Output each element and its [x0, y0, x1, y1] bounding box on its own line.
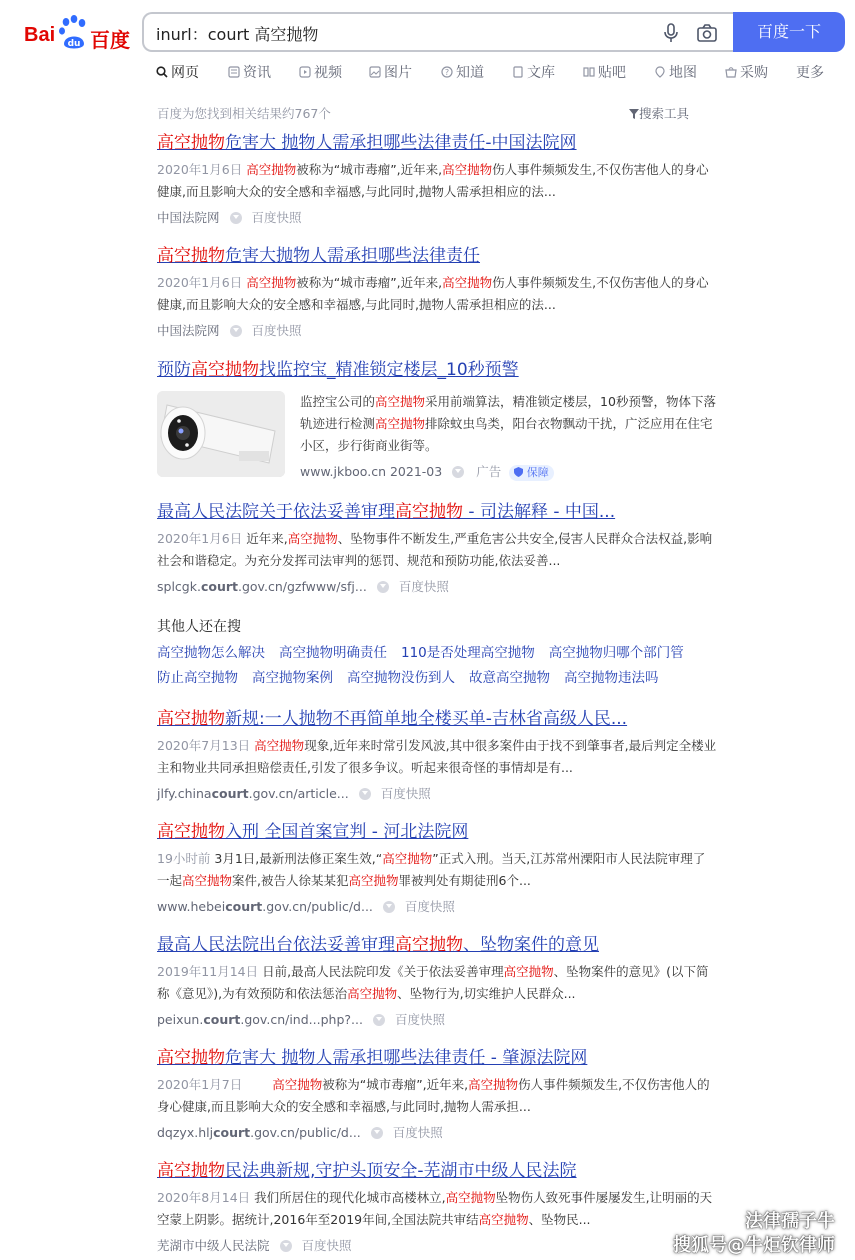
ad-title-link[interactable]: [157, 359, 727, 381]
tab-zhidao[interactable]: [441, 63, 484, 85]
snapshot-link[interactable]: 百度快照: [392, 1125, 443, 1140]
abstract-highlight: 高空抛物: [246, 275, 297, 290]
abstract-text: ”正式入刑。当天,江苏常州溧阳市人民法院审理了一起: [157, 851, 706, 888]
abstract-text: 我们所居住的现代化城市高楼林立,: [254, 1190, 446, 1205]
dropdown-icon[interactable]: [230, 325, 242, 337]
result-date: 2020年1月7日: [157, 1077, 243, 1092]
source-url[interactable]: [157, 1125, 361, 1140]
abstract-text: 现象,近年来时常引发风波,其中很多案件由于找不到肇事者,最后判定全楼业主和物业共同承担赔偿责任,引发了很多争议。听起来很奇怪的事情却是有...: [157, 738, 717, 775]
dropdown-icon[interactable]: [280, 1240, 292, 1252]
result-title-link[interactable]: [157, 934, 727, 956]
source-url[interactable]: [157, 1012, 363, 1027]
camera-icon[interactable]: [696, 22, 718, 44]
title-highlight: 高空抛物: [157, 133, 225, 153]
doc-icon: [512, 66, 524, 78]
tab-wenku[interactable]: [512, 63, 555, 85]
microphone-icon[interactable]: [662, 22, 680, 44]
url-text: splcgk.: [157, 579, 201, 594]
abstract-text: 、坠物民...: [528, 1212, 591, 1227]
abstract-highlight: 高空抛物: [272, 1077, 323, 1092]
logo-text-baidu: 百度: [90, 28, 130, 52]
abstract-text: 被称为“城市毒瘤”,近年来,: [322, 1077, 469, 1092]
search-result: [157, 821, 727, 917]
title-text: 危害大 抛物人需承担哪些法律责任 - 肇源法院网: [225, 1048, 588, 1068]
shield-icon: [514, 467, 523, 477]
abstract-text: 监控宝公司的: [300, 394, 376, 409]
source-name[interactable]: 芜湖市中级人民法院: [157, 1238, 270, 1253]
abstract-highlight: 高空抛物: [182, 873, 233, 888]
related-search-link[interactable]: 高空抛物怎么解决: [157, 645, 265, 661]
abstract-text: 伤人事件频频发生,不仅伤害他人的身心健康,而且影响大众的安全感和幸福感,与此同时,抛物人需承担...: [157, 1077, 710, 1114]
dropdown-icon[interactable]: [452, 466, 464, 478]
tab-label: 贴吧: [598, 65, 626, 81]
snapshot-link[interactable]: 百度快照: [301, 1238, 352, 1253]
url-text: jlfy.china: [157, 786, 212, 801]
title-highlight: 高空抛物: [395, 935, 463, 955]
abstract-highlight: 高空抛物: [478, 1212, 529, 1227]
news-icon: [228, 66, 240, 78]
snapshot-link[interactable]: 百度快照: [394, 1012, 445, 1027]
title-text: 最高人民法院关于依法妥善审理: [157, 502, 395, 522]
abstract-highlight: 高空抛物: [468, 1077, 519, 1092]
tab-purchase[interactable]: [725, 63, 768, 85]
result-date: 2020年1月6日: [157, 531, 243, 546]
result-date: 2020年7月13日: [157, 738, 251, 753]
tab-news[interactable]: [228, 63, 271, 85]
result-abstract: [157, 272, 717, 316]
tieba-icon: [583, 66, 595, 78]
search-tools-label: 搜索工具: [639, 106, 690, 121]
question-icon: [441, 66, 453, 78]
result-abstract: [157, 159, 717, 203]
abstract-text: 、坠物行为,切实维护人民群众...: [397, 986, 576, 1001]
result-title-link[interactable]: [157, 132, 727, 154]
title-text: - 司法解释 - 中国...: [463, 502, 616, 522]
result-title-link[interactable]: [157, 245, 727, 267]
title-text: 新规:一人抛物不再简单地全楼买单-吉林省高级人民...: [225, 709, 628, 729]
url-text: .gov.cn/gzfwww/sfj...: [238, 579, 367, 594]
abstract-text: 伤人事件频频发生,不仅伤害他人的身心健康,而且影响大众的安全感和幸福感,与此同时,抛物人需承担相应的法...: [157, 162, 709, 199]
tab-label: 知道: [456, 65, 484, 81]
search-input[interactable]: [156, 20, 636, 46]
url-bold: court: [203, 1012, 241, 1027]
abstract-text: 被称为“城市毒瘤”,近年来,: [296, 275, 443, 290]
dropdown-icon[interactable]: [377, 581, 389, 593]
source-url[interactable]: [157, 579, 367, 594]
related-search-link[interactable]: 高空抛物违法吗: [564, 670, 659, 686]
tab-label: 采购: [740, 65, 768, 81]
result-title-link[interactable]: [157, 821, 727, 843]
search-result: [157, 132, 727, 228]
guarantee-badge[interactable]: [509, 465, 554, 481]
image-icon: [369, 66, 381, 78]
related-search-link[interactable]: 高空抛物没伤到人: [347, 670, 455, 686]
abstract-text: 采用前端算法，精准锁定楼层，10秒预警，物体下落轨迹进行检测: [300, 394, 716, 431]
dropdown-icon[interactable]: [230, 212, 242, 224]
search-tabs: [156, 63, 846, 85]
abstract-text: 罪被判处有期徒刑6个...: [398, 873, 531, 888]
abstract-text: 、坠物案件的意见》(以下简称《意见》),为有效预防和依法惩治: [157, 964, 709, 1001]
related-searches: [157, 616, 727, 688]
ad-result: [157, 359, 727, 489]
search-result: [157, 934, 727, 1030]
title-text: 最高人民法院出台依法妥善审理: [157, 935, 395, 955]
ad-camera-image[interactable]: [157, 391, 285, 477]
snapshot-link[interactable]: 百度快照: [251, 323, 302, 338]
result-abstract: [157, 1187, 717, 1231]
related-search-link[interactable]: 110是否处理高空抛物: [401, 645, 535, 661]
video-icon: [299, 66, 311, 78]
abstract-text: 排除蚊虫鸟类，阳台衣物飘动干扰，广泛应用在住宅小区，步行街商业街等。: [300, 416, 713, 453]
svg-text:?: ?: [444, 68, 450, 77]
result-abstract: [157, 735, 717, 779]
result-source: [157, 1123, 727, 1143]
abstract-highlight: 高空抛物: [442, 162, 493, 177]
dropdown-icon[interactable]: [373, 1014, 385, 1026]
title-text: 危害大抛物人需承担哪些法律责任: [225, 246, 480, 266]
title-text: 、坠物案件的意见: [463, 935, 599, 955]
tab-label: 资讯: [243, 65, 271, 81]
header: [0, 0, 855, 60]
result-title-link[interactable]: [157, 1160, 727, 1182]
result-date: 2019年11月14日: [157, 964, 259, 979]
search-result: [157, 245, 727, 341]
result-source: [157, 577, 727, 597]
search-result: [157, 708, 727, 804]
url-text: www.hebei: [157, 899, 226, 914]
badge-text: 保障: [526, 466, 549, 479]
result-abstract: [157, 1074, 717, 1118]
snapshot-link[interactable]: 百度快照: [398, 579, 449, 594]
tab-label: 视频: [314, 65, 342, 81]
source-name[interactable]: 中国法院网: [157, 323, 220, 338]
title-highlight: 高空抛物: [395, 502, 463, 522]
abstract-highlight: 高空抛物: [347, 986, 398, 1001]
result-date: 2020年1月6日: [157, 275, 243, 290]
tab-label: 更多: [796, 65, 824, 81]
search-result: [157, 501, 727, 597]
url-text: dqzyx.hlj: [157, 1125, 214, 1140]
watermark: [673, 1210, 835, 1258]
url-bold: court: [213, 1125, 251, 1140]
title-highlight: 高空抛物: [157, 822, 225, 842]
abstract-highlight: 高空抛物: [254, 738, 305, 753]
title-text: 民法典新规,守护头顶安全-芜湖市中级人民法院: [225, 1161, 577, 1181]
snapshot-link[interactable]: 百度快照: [380, 786, 431, 801]
paw-icon: [58, 14, 88, 50]
title-highlight: 高空抛物: [157, 709, 225, 729]
search-icon: [156, 66, 168, 78]
tab-video[interactable]: [299, 63, 342, 85]
result-title-link[interactable]: [157, 501, 727, 523]
logo-text-bai: Bai: [24, 24, 56, 46]
title-highlight: 高空抛物: [191, 360, 259, 380]
shop-icon: [725, 66, 737, 78]
result-title-link[interactable]: [157, 1047, 727, 1069]
related-search-link[interactable]: 高空抛物归哪个部门管: [548, 645, 684, 661]
url-bold: court: [200, 579, 238, 594]
result-date: 19小时前: [157, 851, 211, 866]
source-name[interactable]: 中国法院网: [157, 210, 220, 225]
abstract-text: 、坠物事件不断发生,严重危害公共安全,侵害人民群众合法权益,影响社会和谐稳定。为充分发挥司法审判的惩罚、规范和预防功能,依法妥善...: [157, 531, 713, 568]
result-count: 百度为您找到相关结果约767个: [157, 106, 331, 121]
result-source: [157, 1236, 727, 1256]
abstract-highlight: 高空抛物: [503, 964, 554, 979]
tab-images[interactable]: [369, 63, 412, 85]
watermark-line-1: 法律孺子牛: [745, 1211, 835, 1232]
dropdown-icon[interactable]: [359, 788, 371, 800]
result-source: [157, 897, 727, 917]
snapshot-link[interactable]: 百度快照: [251, 210, 302, 225]
url-text: .gov.cn/public/d...: [250, 1125, 361, 1140]
ad-date: 2021-03: [389, 464, 443, 479]
title-highlight: 高空抛物: [157, 1161, 225, 1181]
search-result: [157, 1160, 727, 1256]
security-camera-icon: [157, 391, 285, 477]
source-url[interactable]: [157, 786, 349, 801]
result-source: [157, 321, 727, 341]
search-button[interactable]: 百度一下: [733, 12, 845, 52]
filter-icon: [629, 109, 639, 119]
dropdown-icon[interactable]: [383, 901, 395, 913]
search-box: [142, 12, 734, 52]
search-tools-button[interactable]: [629, 104, 689, 122]
title-text: 找监控宝_精准锁定楼层_10秒预警: [259, 360, 519, 380]
related-row-1: [157, 643, 727, 663]
ad-abstract: [300, 391, 720, 483]
tab-label: 网页: [171, 65, 199, 81]
abstract-highlight: 高空抛物: [348, 873, 399, 888]
result-abstract: [157, 528, 717, 572]
related-search-link[interactable]: 故意高空抛物: [469, 670, 550, 686]
title-text: 危害大 抛物人需承担哪些法律责任-中国法院网: [225, 133, 577, 153]
title-text: 入刑 全国首案宣判 - 河北法院网: [225, 822, 469, 842]
title-highlight: 高空抛物: [157, 246, 225, 266]
result-date: 2020年1月6日: [157, 162, 243, 177]
abstract-highlight: 高空抛物: [445, 1190, 496, 1205]
result-title-link[interactable]: [157, 708, 727, 730]
result-source: [157, 208, 727, 228]
abstract-highlight: 高空抛物: [375, 394, 426, 409]
abstract-highlight: 高空抛物: [382, 851, 433, 866]
url-bold: court: [211, 786, 249, 801]
title-text: 预防: [157, 360, 191, 380]
abstract-highlight: 高空抛物: [375, 416, 426, 431]
abstract-text: 伤人事件频频发生,不仅伤害他人的身心健康,而且影响大众的安全感和幸福感,与此同时,抛物人需承担相应的法...: [157, 275, 709, 312]
tab-label: 文库: [527, 65, 555, 81]
abstract-highlight: 高空抛物: [287, 531, 338, 546]
url-text: peixun.: [157, 1012, 204, 1027]
abstract-highlight: 高空抛物: [246, 162, 297, 177]
url-text: .gov.cn/ind...php?...: [240, 1012, 363, 1027]
title-highlight: 高空抛物: [157, 1048, 225, 1068]
ad-source: [300, 461, 720, 483]
dropdown-icon[interactable]: [371, 1127, 383, 1139]
related-search-link[interactable]: 防止高空抛物: [157, 670, 238, 686]
tab-label: 地图: [669, 65, 697, 81]
snapshot-link[interactable]: 百度快照: [404, 899, 455, 914]
related-searches-title: 其他人还在搜: [157, 619, 241, 635]
tab-tieba[interactable]: [583, 63, 626, 85]
search-result: [157, 1047, 727, 1143]
related-row-2: [157, 668, 727, 688]
tab-more[interactable]: [796, 63, 824, 85]
ad-label: 广告: [476, 464, 502, 479]
result-source: [157, 784, 727, 804]
result-source: [157, 1010, 727, 1030]
ad-source-url[interactable]: www.jkboo.cn: [300, 464, 386, 479]
tab-map[interactable]: [654, 63, 697, 85]
result-date: 2020年8月14日: [157, 1190, 251, 1205]
related-search-link[interactable]: 高空抛物明确责任: [279, 645, 387, 661]
abstract-text: 案件,被告人徐某某犯: [232, 873, 349, 888]
abstract-highlight: 高空抛物: [442, 275, 493, 290]
abstract-text: 坠物伤人致死事件屡屡发生,让明丽的天空蒙上阴影。据统计,2016年至2019年间,全国法院共审结: [157, 1190, 713, 1227]
map-icon: [654, 66, 666, 78]
result-abstract: [157, 961, 717, 1005]
result-abstract: [157, 848, 717, 892]
tab-web[interactable]: [156, 63, 199, 85]
watermark-line-2: 搜狐号@牛炬钦律师: [673, 1235, 835, 1256]
abstract-text: 近年来,: [246, 531, 288, 546]
baidu-logo[interactable]: [22, 14, 130, 54]
abstract-text: 被称为“城市毒瘤”,近年来,: [296, 162, 443, 177]
tab-label: 图片: [384, 65, 412, 81]
abstract-text: 3月1日,最新刑法修正案生效,“: [214, 851, 383, 866]
abstract-text: 日前,最高人民法院印发《关于依法妥善审理: [262, 964, 504, 979]
url-bold: court: [225, 899, 263, 914]
related-search-link[interactable]: 高空抛物案例: [252, 670, 333, 686]
url-text: .gov.cn/article...: [248, 786, 349, 801]
source-url[interactable]: [157, 899, 373, 914]
paw-text: du: [67, 39, 81, 49]
url-text: .gov.cn/public/d...: [262, 899, 373, 914]
